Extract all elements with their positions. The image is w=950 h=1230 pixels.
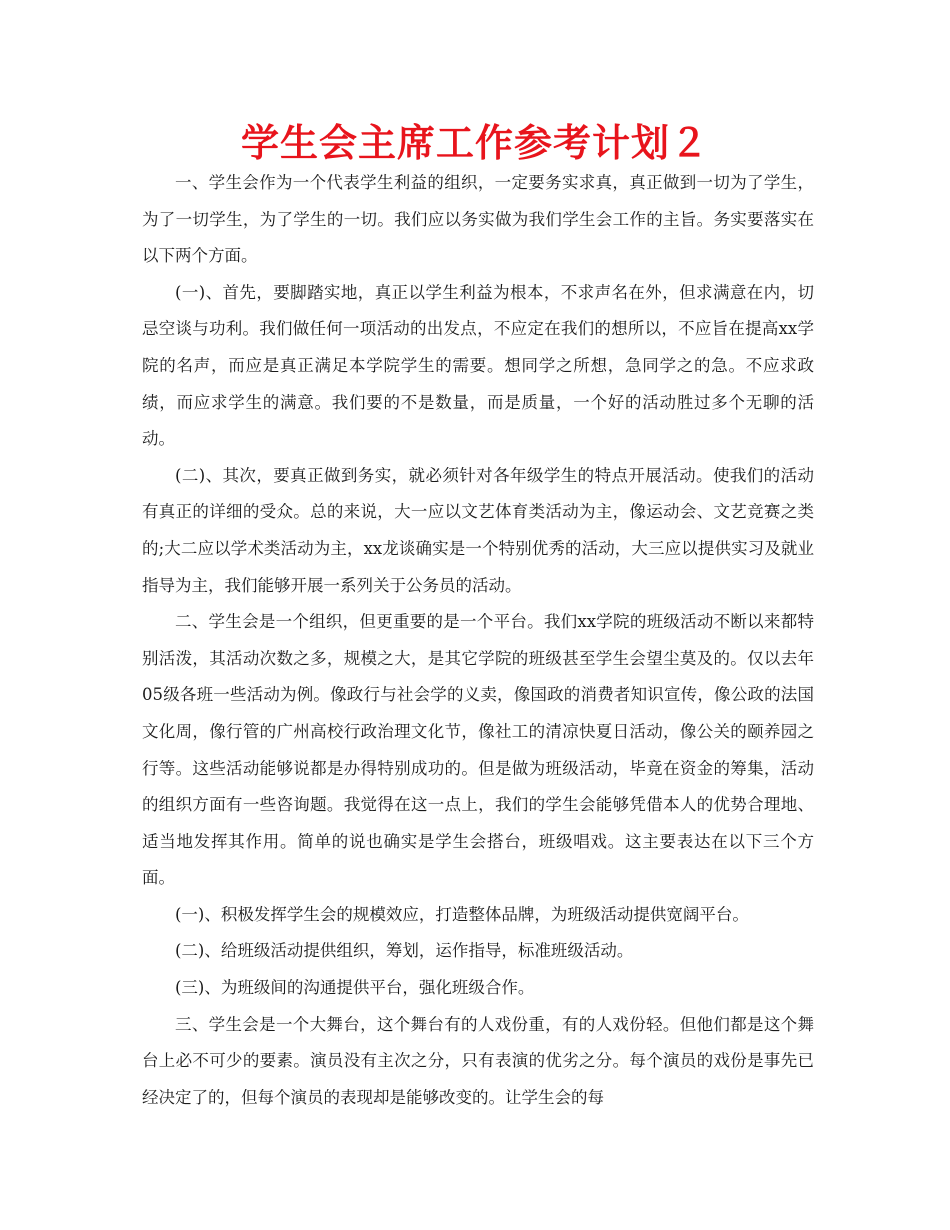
paragraph-8: 三、学生会是一个大舞台，这个舞台有的人戏份重，有的人戏份轻。但他们都是这个舞台上必不可少的要素。演员没有主次之分，只有表演的优劣之分。每个演员的戏份是事先已经决定了的，但每个演员的表现却是能够改变的。让学生会的每 (142, 1014, 814, 1107)
document-title: 学生会主席工作参考计划２ (240, 121, 709, 165)
document-body (142, 165, 814, 1116)
paragraph-1: 一、学生会作为一个代表学生利益的组织，一定要务实求真，真正做到一切为了学生，为了一切学生，为了学生的一切。我们应以务实做为我们学生会工作的主旨。务实要落实在以下两个方面。 (142, 173, 814, 266)
paragraph-2: (一)、首先，要脚踏实地，真正以学生利益为根本，不求声名在外，但求满意在内，切忌空谈与功利。我们做任何一项活动的出发点，不应定在我们的想所以，不应旨在提高xx学院的名声，而应是真正满足本学院学生的需要。想同学之所想，急同学之的急。不应求政绩，而应求学生的满意。我们要的不是数量，而是质量，一个好的活动胜过多个无聊的活动。 (142, 282, 814, 449)
paragraph-4: 二、学生会是一个组织，但更重要的是一个平台。我们xx学院的班级活动不断以来都特别活泼，其活动次数之多，规模之大，是其它学院的班级甚至学生会望尘莫及的。仅以去年05级各班一些活动为例。像政行与社会学的义卖，像国政的消费者知识宣传，像公政的法国文化周，像行管的广州高校行政治理文化节，像社工的清凉快夏日活动，像公关的颐养园之行等。这些活动能够说都是办得特别成功的。但是做为班级活动，毕竟在资金的筹集，活动的组织方面有一些咨询题。我觉得在这一点上，我们的学生会能够凭借本人的优势合理地、适当地发挥其作用。简单的说也确实是学生会搭台，班级唱戏。这主要表达在以下三个方面。 (142, 612, 814, 888)
paragraph-5: (一)、积极发挥学生会的规模效应，打造整体品牌，为班级活动提供宽阔平台。 (175, 904, 749, 924)
paragraph-7: (三)、为班级间的沟通提供平台，强化班级合作。 (175, 978, 535, 998)
paragraph-3: (二)、其次，要真正做到务实，就必须针对各年级学生的特点开展活动。使我们的活动有真正的详细的受众。总的来说，大一应以文艺体育类活动为主，像运动会、文艺竞赛之类的;大二应以学术类活动为主，xx龙谈确实是一个特别优秀的活动，大三应以提供实习及就业指导为主，我们能够开展一系列关于公务员的活动。 (142, 465, 814, 595)
paragraph-6: (二)、给班级活动提供组织，筹划，运作指导，标准班级活动。 (175, 941, 634, 961)
